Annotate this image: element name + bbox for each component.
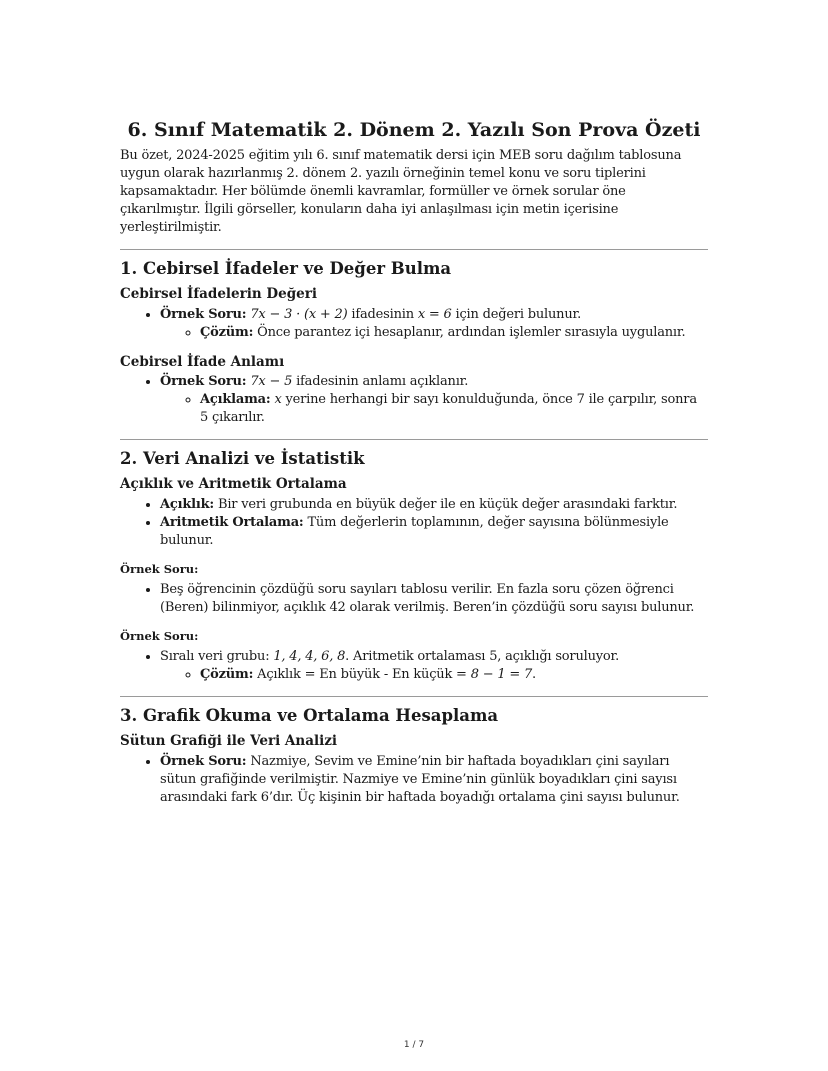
example-heading: Örnek Soru: [120,628,199,643]
section-heading: 1. Cebirsel İfadeler ve Değer Bulma [120,258,452,278]
section-heading: 2. Veri Analizi ve İstatistik [120,449,365,469]
subsection-heading: Cebirsel İfade Anlamı [120,353,285,370]
list-item [160,373,708,427]
item-label: Açıklama: [200,392,271,408]
example-heading: Örnek Soru: [120,561,199,576]
math-expression: 7x − 3 · (x + 2) [250,306,348,322]
math-expression: 7x − 5 [250,374,293,390]
list-item [200,666,708,684]
subsection-heading: Sütun Grafiği ile Veri Analizi [120,733,338,749]
divider [120,249,708,250]
document-page [120,118,708,819]
document-title: 6. Sınıf Matematik 2. Dönem 2. Yazılı Son Prova Özeti [127,119,701,141]
item-label: Çözüm: [200,324,254,340]
bullet-list [120,306,708,342]
math-expression: x [274,392,282,408]
item-label: Örnek Soru: [160,374,247,390]
list-item [200,324,708,342]
intro-paragraph: Bu özet, 2024-2025 eğitim yılı 6. sınıf matematik dersi için MEB soru dağılım tablosuna uygun olarak hazırlanmış 2. dönem 2. yazılı örneğinin temel konu ve soru tiplerini kapsamaktadır. Her bölümde önemli kavramlar, formüller ve örnek sorular öne çıkarılmıştır. İlgili görseller, konuların daha iyi anlaşılması için metin içerisine yerleştirilmiştir. [120,147,682,235]
list-item [160,648,708,684]
subsection-heading: Cebirsel İfadelerin Değeri [120,285,317,302]
item-text: Tüm değerlerin toplamının, değer sayısına bölünmesiyle bulunur. [160,514,669,548]
bullet-list [120,373,708,427]
math-expression: 8 − 1 = 7 [470,666,533,682]
item-text: Önce parantez içi hesaplanır, ardından işlemler sırasıyla uygulanır. [253,324,686,340]
nested-list [160,666,708,684]
item-text: ifadesinin [347,306,418,322]
item-label: Örnek Soru: [160,753,247,769]
divider [120,439,708,440]
item-text: Açıklık = En büyük - En küçük = [253,666,471,682]
item-text: . [532,666,536,682]
list-item [160,306,708,342]
list-item [160,514,708,550]
item-text: Bir veri grubunda en büyük değer ile en küçük değer arasındaki farktır. [214,496,678,512]
list-item [160,753,708,807]
item-label: Açıklık: [160,496,215,512]
bullet-list [120,581,708,617]
item-label: Aritmetik Ortalama: [160,514,304,530]
bullet-list [120,753,708,807]
nested-list [160,391,708,427]
item-text: Sıralı veri grubu: [160,648,274,664]
page-number: 1 / 7 [403,1040,425,1050]
item-text: . Aritmetik ortalaması 5, açıklığı soruluyor. [345,648,620,664]
math-expression: x = 6 [417,306,452,322]
list-item: • Beş öğrencinin çözdüğü soru sayıları tablosu verilir. En fazla soru çözen öğrenci (Beren) bilinmiyor, açıklık 42 olarak verilmiş. Beren’in çözdüğü soru sayısı bulunur. [160,581,708,617]
subsection-heading: Açıklık ve Aritmetik Ortalama [120,476,347,493]
item-label: Çözüm: [200,666,254,682]
item-label: Örnek Soru: [160,306,247,322]
list-item [160,496,708,514]
item-text: ifadesinin anlamı açıklanır. [292,374,469,390]
item-text: için değeri bulunur. [451,306,582,322]
bullet-list [120,496,708,550]
nested-list [160,324,708,342]
item-text: yerine herhangi bir sayı konulduğunda, önce 7 ile çarpılır, sonra 5 çıkarılır. [200,392,697,426]
list-item [200,391,708,427]
divider [120,696,708,697]
item-text: Nazmiye, Sevim ve Emine’nin bir haftada boyadıkları çini sayıları sütun grafiğinde verilmiştir. Nazmiye ve Emine’nin günlük boyadıkları çini sayısı arasındaki fark 6’dır. Üç kişinin bir haftada boyadığı ortalama çini sayısı bulunur. [160,753,680,805]
section-heading: 3. Grafik Okuma ve Ortalama Hesaplama [120,705,499,725]
math-expression: 1, 4, 4, 6, 8 [273,648,346,664]
bullet-list [120,648,708,684]
